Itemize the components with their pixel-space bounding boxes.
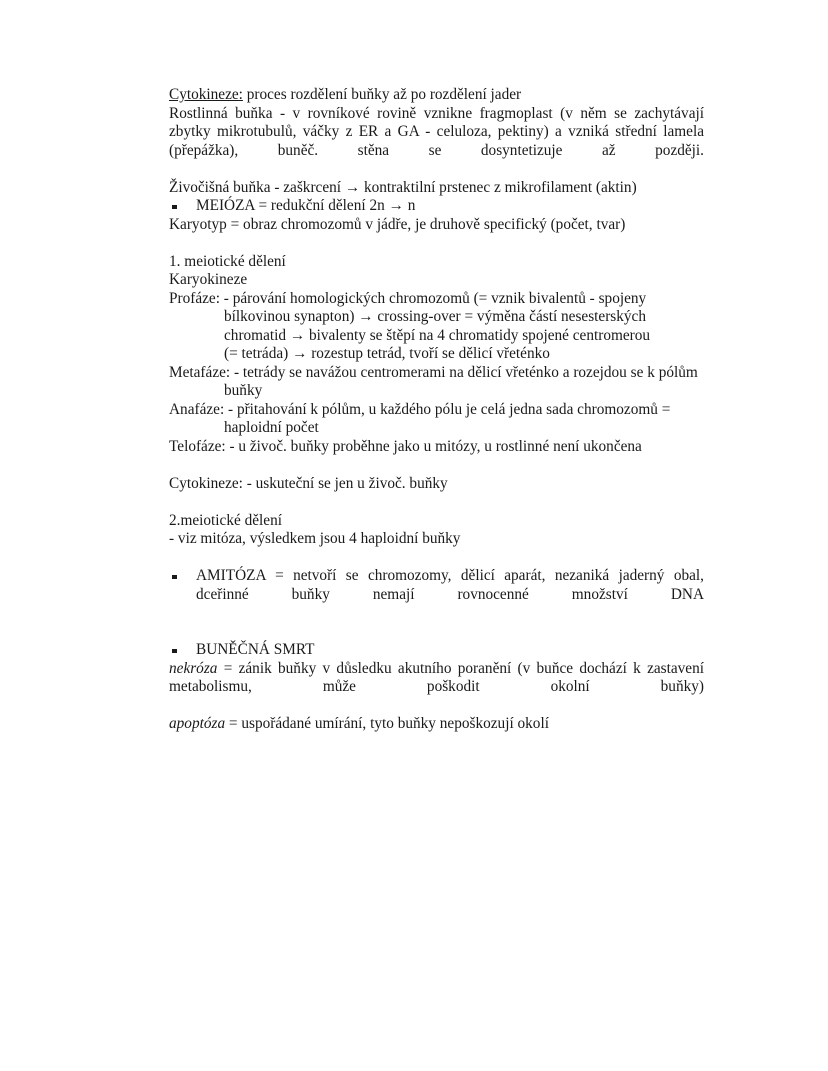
heading-prvni-meioticke-deleni: 1. meiotické dělení bbox=[169, 252, 286, 270]
paragraph-nekroza bbox=[169, 660, 704, 716]
paragraph-karyotyp: Karyotyp = obraz chromozomů v jádře, je druhově specifický (počet, tvar) bbox=[169, 215, 626, 233]
spacer-1 bbox=[169, 234, 704, 253]
apoptoza-definition: = uspořádané umírání, tyto buňky nepoškozují okolí bbox=[225, 715, 549, 732]
square-bullet-icon bbox=[172, 205, 177, 210]
anafaze-line-2: haploidní počet bbox=[224, 419, 319, 436]
bullet-item-bunecna-smrt bbox=[169, 641, 704, 660]
paragraph-cytokineze-meioza: Cytokineze: - uskuteční se jen u živoč. buňky bbox=[169, 474, 448, 492]
paragraph-apoptoza bbox=[169, 715, 704, 734]
bullet-item-amitoza bbox=[169, 567, 704, 623]
cytokineze-label: Cytokineze: bbox=[169, 86, 243, 103]
paragraph-rostlinna-bunka: Rostlinná buňka - v rovníkové rovině vznikne fragmoplast (v něm se zachytávají zbytky mikrotubulů, váčky z ER a GA - celuloza, pektiny) a vzniká střední lamela (přepážka), buněč. stěna se dosyntetizuje až později. bbox=[169, 104, 704, 159]
square-bullet-icon bbox=[172, 649, 177, 654]
profaze-line-4: (= tetráda) → rozestup tetrád, tvoří se dělicí vřeténko bbox=[224, 345, 550, 362]
spacer-4 bbox=[169, 549, 704, 568]
bullet-item-bunecna-smrt-label: BUNĚČNÁ SMRT bbox=[196, 641, 315, 658]
square-bullet-icon bbox=[172, 575, 177, 580]
spacer-5 bbox=[169, 623, 704, 642]
heading-cytokineze bbox=[169, 86, 704, 105]
paragraph-zivocisna-bunka: Živočišná buňka - zaškrcení → kontraktilní prstenec z mikrofilament (aktin) bbox=[169, 178, 637, 196]
spacer-3 bbox=[169, 493, 704, 512]
document-text-body bbox=[169, 86, 704, 734]
heading-druhe-meioticke-deleni: 2.meiotické dělení bbox=[169, 511, 282, 529]
anafaze-line-1: Anafáze: - přitahování k pólům, u každého pólu je celá jedna sada chromozomů = bbox=[169, 400, 671, 418]
metafaze-line-1: Metafáze: - tetrády se navážou centromerami na dělicí vřeténko a rozejdou se k pólům bbox=[169, 363, 698, 381]
bullet-item-meioza-label: MEIÓZA = redukční dělení 2n → n bbox=[196, 197, 416, 214]
nekroza-definition: = zánik buňky v důsledku akutního poranění (v buňce dochází k zastavení metabolismu, může poškodit okolní buňky) bbox=[169, 659, 704, 695]
heading-karyokineze: Karyokineze bbox=[169, 271, 248, 288]
spacer-2 bbox=[169, 456, 704, 475]
profaze-line-1: Profáze: - párování homologických chromozomů (= vznik bivalentů - spojeny bbox=[169, 289, 647, 307]
profaze-line-2: bílkovinou synapton) → crossing-over = výměna částí nesesterských bbox=[224, 308, 646, 325]
telofaze-line: Telofáze: - u živoč. buňky proběhne jako u mitózy, u rostlinné není ukončena bbox=[169, 437, 642, 455]
metafaze-line-2: buňky bbox=[224, 382, 263, 399]
profaze-line-3: chromatid → bivalenty se štěpí na 4 chromatidy spojené centromerou bbox=[224, 326, 651, 344]
bullet-item-amitoza-label: AMITÓZA = netvoří se chromozomy, dělicí aparát, nezaniká jaderný obal, dceřinné buňky nemají rovnocenné množství DNA bbox=[196, 567, 704, 603]
apoptoza-term: apoptóza bbox=[169, 715, 226, 732]
cytokineze-definition: proces rozdělení buňky až po rozdělení jader bbox=[242, 86, 522, 103]
bullet-item-meioza bbox=[169, 197, 704, 216]
nekroza-term: nekróza bbox=[169, 659, 218, 677]
paragraph-viz-mitoza: - viz mitóza, výsledkem jsou 4 haploidní buňky bbox=[169, 530, 461, 547]
